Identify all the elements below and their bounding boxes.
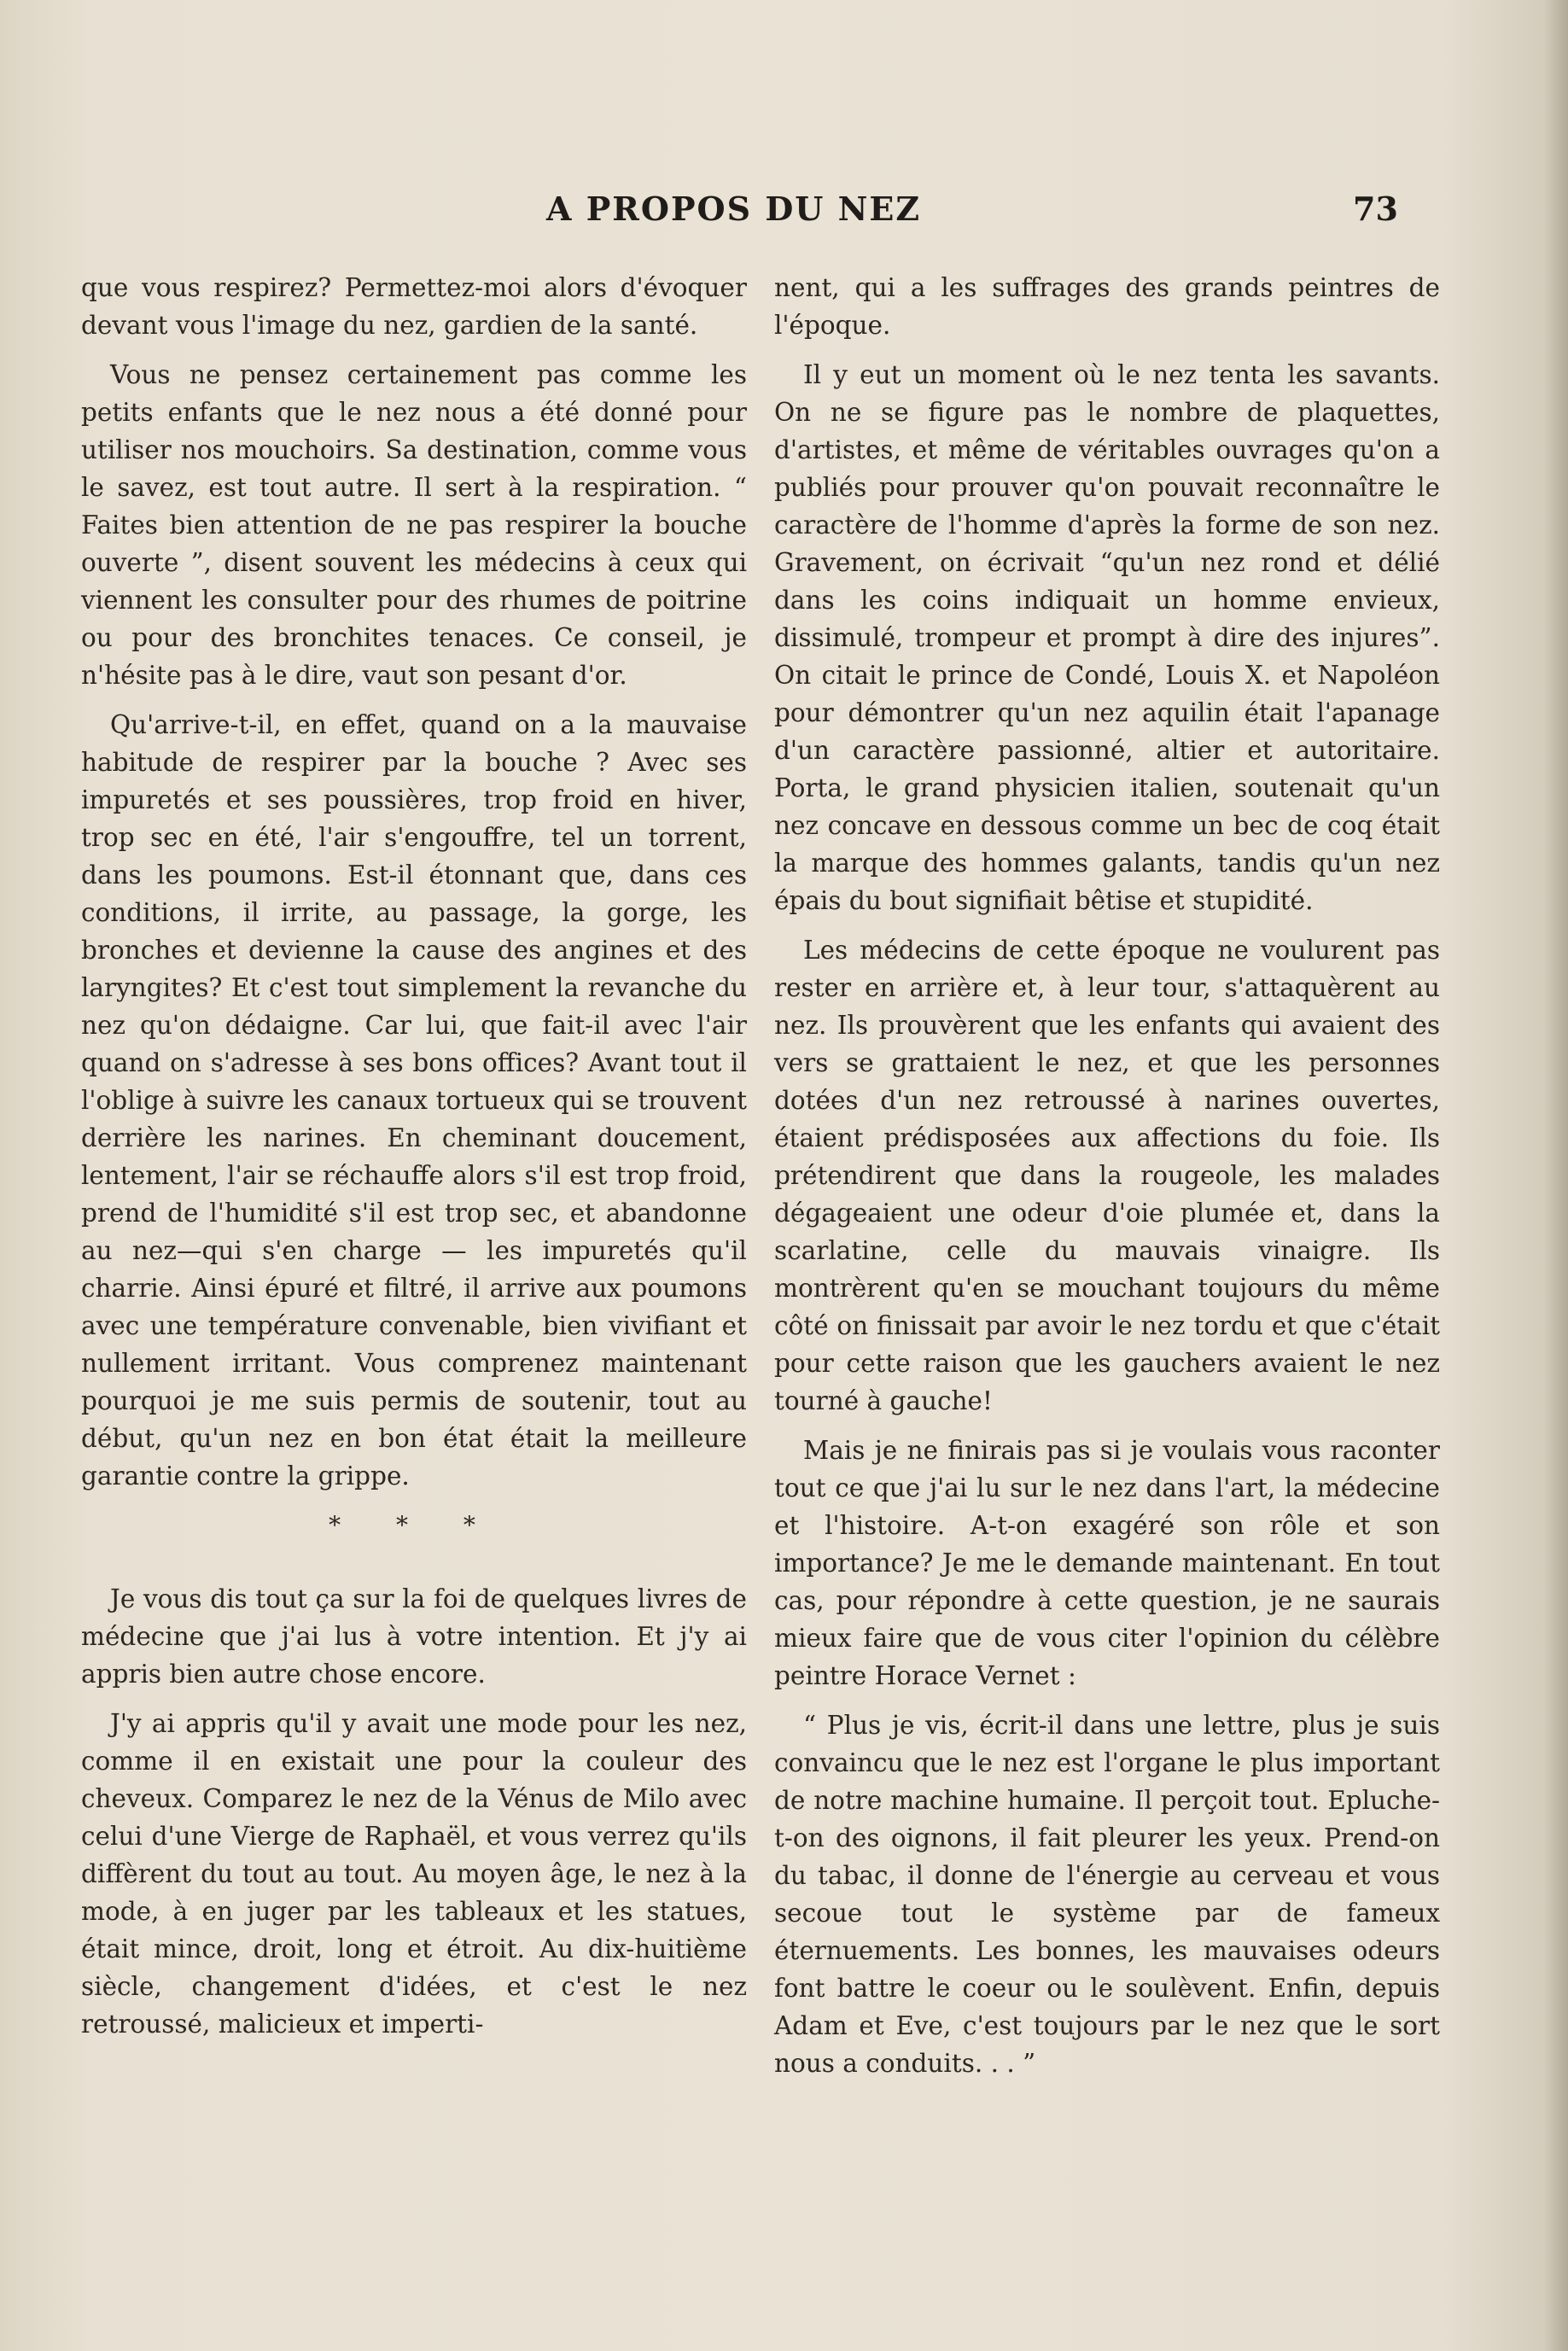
running-header — [0, 190, 1568, 241]
paragraph: que vous respirez? Permettez-moi alors d'évoquer devant vous l'image du nez, gardien de la santé. — [81, 273, 747, 340]
section-separator: * * * — [329, 1511, 499, 1539]
paragraph: Qu'arrive-t-il, en effet, quand on a la mauvaise habitude de respirer par la bouche ? Avec ses impuretés et ses poussières, trop froid en hiver, trop sec en été, l'air s'engouffre, tel un torrent, dans les poumons. Est-il étonnant que, dans ces conditions, il irrite, au passage, la gorge, les bronches et devienne la cause des angines et des laryngites? Et c'est tout simplement la revanche du nez qu'on dédaigne. Car lui, que fait-il avec l'air quand on s'adresse à ses bons offices? Avant tout il l'oblige à suivre les canaux tortueux qui se trouvent derrière les narines. En cheminant doucement, lentement, l'air se réchauffe alors s'il est trop froid, prend de l'humidité s'il est trop sec, et abandonne au nez—qui s'en charge — les impuretés qu'il charrie. Ainsi épuré et filtré, il arrive aux poumons avec une température convenable, bien vivifiant et nullement irritant. Vous comprenez maintenant pourquoi je me suis permis de soutenir, tout au début, qu'un nez en bon état était la meilleure garantie contre la grippe. — [81, 710, 747, 1491]
running-title: A PROPOS DU NEZ — [546, 190, 922, 228]
page-edge-shadow — [1544, 0, 1568, 2351]
paragraph: J'y ai appris qu'il y avait une mode pour les nez, comme il en existait une pour la couleur des cheveux. Comparez le nez de la Vénus de Milo avec celui d'une Vierge de Raphaël, et vous verrez qu'ils diffèrent du tout au tout. Au moyen âge, le nez à la mode, à en juger par les tableaux et les statues, était mince, droit, long et étroit. Au dix-huitième siècle, changement d'idées, et c'est le nez retroussé, malicieux et imperti- — [81, 1709, 747, 2039]
paragraph: Mais je ne finirais pas si je voulais vous raconter tout ce que j'ai lu sur le nez dans l'art, la médecine et l'histoire. A-t-on exagéré son rôle et son importance? Je me le demande maintenant. En tout cas, pour répondre à cette question, je ne saurais mieux faire que de vous citer l'opinion du célèbre peintre Horace Vernet : — [774, 1436, 1440, 1690]
paragraph: Il y eut un moment où le nez tenta les savants. On ne se figure pas le nombre de plaquettes, d'artistes, et même de véritables ouvrages qu'on a publiés pour prouver qu'on pouvait reconnaître le caractère de l'homme d'après la forme de son nez. Gravement, on écrivait “qu'un nez rond et délié dans les coins indiquait un homme envieux, dissimulé, trompeur et prompt à dire des injures”. On citait le prince de Condé, Louis X. et Napoléon pour démontrer qu'un nez aquilin était l'apanage d'un caractère passionné, altier et autoritaire. Porta, le grand physicien italien, soutenait qu'un nez concave en dessous comme un bec de coq était la marque des hommes galants, tandis qu'un nez épais du bout signifiait bêtise et stupidité. — [774, 360, 1440, 915]
left-column — [81, 269, 747, 2055]
paragraph: Vous ne pensez certainement pas comme les petits enfants que le nez nous a été donné pour utiliser nos mouchoirs. Sa destination, comme vous le savez, est tout autre. Il sert à la respiration. “ Faites bien attention de ne pas respirer la bouche ouverte ”, disent souvent les médecins à ceux qui viennent les consulter pour des rhumes de poitrine ou pour des bronchites tenaces. Ce conseil, je n'hésite pas à le dire, vaut son pesant d'or. — [81, 360, 747, 690]
paragraph: Je vous dis tout ça sur la foi de quelques livres de médecine que j'ai lus à votre intention. Et j'y ai appris bien autre chose encore. — [81, 1584, 747, 1689]
page-number: 73 — [1353, 190, 1398, 228]
paragraph: Les médecins de cette époque ne voulurent pas rester en arrière et, à leur tour, s'attaquèrent au nez. Ils prouvèrent que les enfants qui avaient des vers se grattaient le nez, et que les personnes dotées d'un nez retroussé à narines ouvertes, étaient prédisposées aux affections du foie. Ils prétendirent que dans la rougeole, les malades dégageaient une odeur d'oie plumée et, dans la scarlatine, celle du mauvais vinaigre. Ils montrèrent qu'en se mouchant toujours du même côté on finissait par avoir le nez tordu et que c'était pour cette raison que les gauchers avaient le nez tourné à gauche! — [774, 936, 1440, 1415]
paragraph: nent, qui a les suffrages des grands peintres de l'époque. — [774, 273, 1440, 340]
right-column — [774, 269, 1440, 2094]
quotation-paragraph: “ Plus je vis, écrit-il dans une lettre, plus je suis convaincu que le nez est l'organe le plus important de notre machine humaine. Il perçoit tout. Epluche-t-on des oignons, il fait pleurer les yeux. Prend-on du tabac, il donne de l'énergie au cerveau et vous secoue tout le système par de fameux éternuements. Les bonnes, les mauvaises odeurs font battre le coeur ou le soulèvent. Enfin, depuis Adam et Eve, c'est toujours par le nez que le sort nous a conduits. . . ” — [774, 1711, 1440, 2078]
